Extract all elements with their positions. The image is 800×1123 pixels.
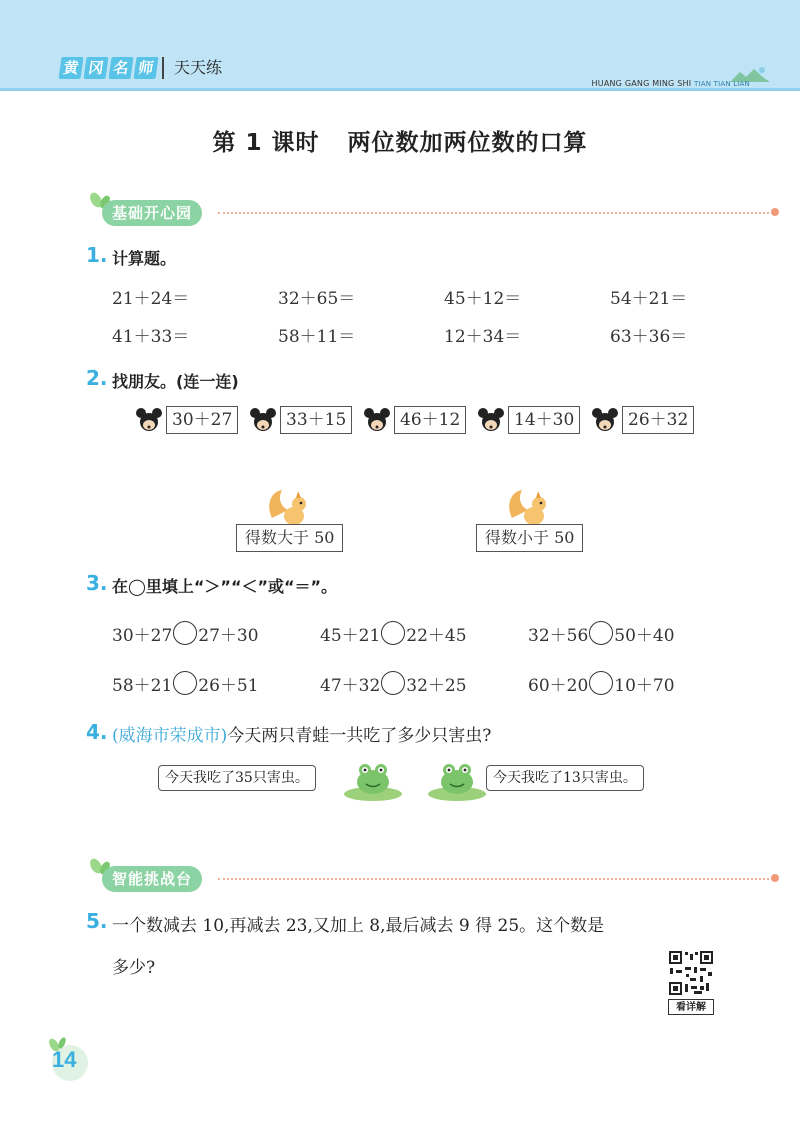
series-title: 天天练: [162, 57, 222, 79]
lesson-name: 两位数加两位数的口算: [347, 130, 588, 156]
compare-right: 50＋40: [614, 625, 675, 646]
question-text: [112, 721, 491, 746]
frog-icon: [426, 760, 488, 802]
pinyin-main: HUANG GANG MING SHI: [591, 79, 692, 88]
compare-left: 30＋27: [112, 625, 173, 646]
question-text: 计算题。: [112, 249, 177, 268]
question-text-cont: 多少?: [112, 958, 156, 978]
compare-item: [528, 620, 675, 646]
compare-item: [320, 620, 467, 646]
brand-char: 冈: [83, 57, 108, 79]
page-number: 14: [52, 1047, 77, 1072]
lesson-title: [0, 124, 800, 157]
calc-item: 21＋24＝: [112, 289, 190, 309]
brand-char: 黄: [58, 57, 83, 79]
expression-label: 30＋27: [166, 406, 238, 434]
calc-item: 63＋36＝: [610, 327, 688, 347]
compare-item: [112, 670, 259, 696]
compare-right: 26＋51: [198, 675, 259, 696]
expression-card[interactable]: [134, 406, 238, 434]
calc-item: 32＋65＝: [278, 289, 356, 309]
pinyin-sub: TIAN TIAN LIAN: [694, 80, 750, 88]
mouse-icon: [248, 407, 278, 433]
question-source: (威海市荣成市): [112, 726, 228, 746]
target-label: 得数小于 50: [476, 524, 583, 552]
answer-circle[interactable]: [589, 671, 613, 695]
header-rule: [0, 88, 800, 91]
question-number: 2.: [86, 366, 108, 390]
mouse-icon: [590, 407, 620, 433]
calc-item: 41＋33＝: [112, 327, 190, 347]
expression-card[interactable]: [248, 406, 352, 434]
section-label: 基础开心园: [102, 200, 202, 226]
compare-item: [528, 670, 675, 696]
answer-circle[interactable]: [381, 671, 405, 695]
answer-circle[interactable]: [173, 671, 197, 695]
brand-logo: [60, 57, 160, 79]
qr-code-icon[interactable]: [668, 950, 714, 996]
divider-end-dot: [771, 208, 779, 216]
calc-item: 12＋34＝: [444, 327, 522, 347]
qr-label: 看详解: [668, 999, 714, 1015]
question-number: 5.: [86, 909, 108, 933]
lesson-number: 第 1 课时: [212, 130, 320, 156]
squirrel-icon: [506, 488, 552, 528]
question-number: 3.: [86, 571, 108, 595]
compare-item: [320, 670, 467, 696]
question-text: 找朋友。(连一连): [112, 372, 239, 391]
compare-right: 10＋70: [614, 675, 675, 696]
question-text: 一个数减去 10,再减去 23,又加上 8,最后减去 9 得 25。这个数是: [112, 916, 605, 936]
page-number-badge: [44, 1037, 90, 1083]
divider-end-dot: [771, 874, 779, 882]
answer-circle[interactable]: [381, 621, 405, 645]
question-text: 在◯里填上“＞”“＜”或“＝”。: [112, 577, 338, 596]
expression-label: 46＋12: [394, 406, 466, 434]
calc-item: 58＋11＝: [278, 327, 356, 347]
compare-right: 32＋25: [406, 675, 467, 696]
expression-label: 26＋32: [622, 406, 694, 434]
compare-left: 60＋20: [528, 675, 589, 696]
calc-item: 45＋12＝: [444, 289, 522, 309]
expression-card[interactable]: [476, 406, 580, 434]
mouse-icon: [362, 407, 392, 433]
target-label: 得数大于 50: [236, 524, 343, 552]
answer-circle[interactable]: [589, 621, 613, 645]
dotted-divider: [218, 212, 773, 214]
speech-bubble: 今天我吃了35只害虫。: [158, 765, 316, 791]
expression-card[interactable]: [362, 406, 466, 434]
compare-right: 22＋45: [406, 625, 467, 646]
mouse-icon: [476, 407, 506, 433]
compare-item: [112, 620, 259, 646]
mouse-icon: [134, 407, 164, 433]
compare-left: 47＋32: [320, 675, 381, 696]
compare-left: 45＋21: [320, 625, 381, 646]
header-pinyin: [592, 79, 750, 88]
brand-char: 名: [108, 57, 133, 79]
compare-left: 32＋56: [528, 625, 589, 646]
speech-bubble: 今天我吃了13只害虫。: [486, 765, 644, 791]
section-label: 智能挑战台: [102, 866, 202, 892]
compare-right: 27＋30: [198, 625, 259, 646]
expression-card[interactable]: [590, 406, 694, 434]
answer-circle[interactable]: [173, 621, 197, 645]
expression-label: 33＋15: [280, 406, 352, 434]
question-number: 1.: [86, 243, 108, 267]
dotted-divider: [218, 878, 773, 880]
frog-icon: [342, 760, 404, 802]
question-body: 今天两只青蛙一共吃了多少只害虫?: [227, 726, 492, 746]
question-number: 4.: [86, 720, 108, 744]
compare-left: 58＋21: [112, 675, 173, 696]
calc-item: 54＋21＝: [610, 289, 688, 309]
squirrel-icon: [266, 488, 312, 528]
brand-char: 师: [133, 57, 158, 79]
expression-label: 14＋30: [508, 406, 580, 434]
